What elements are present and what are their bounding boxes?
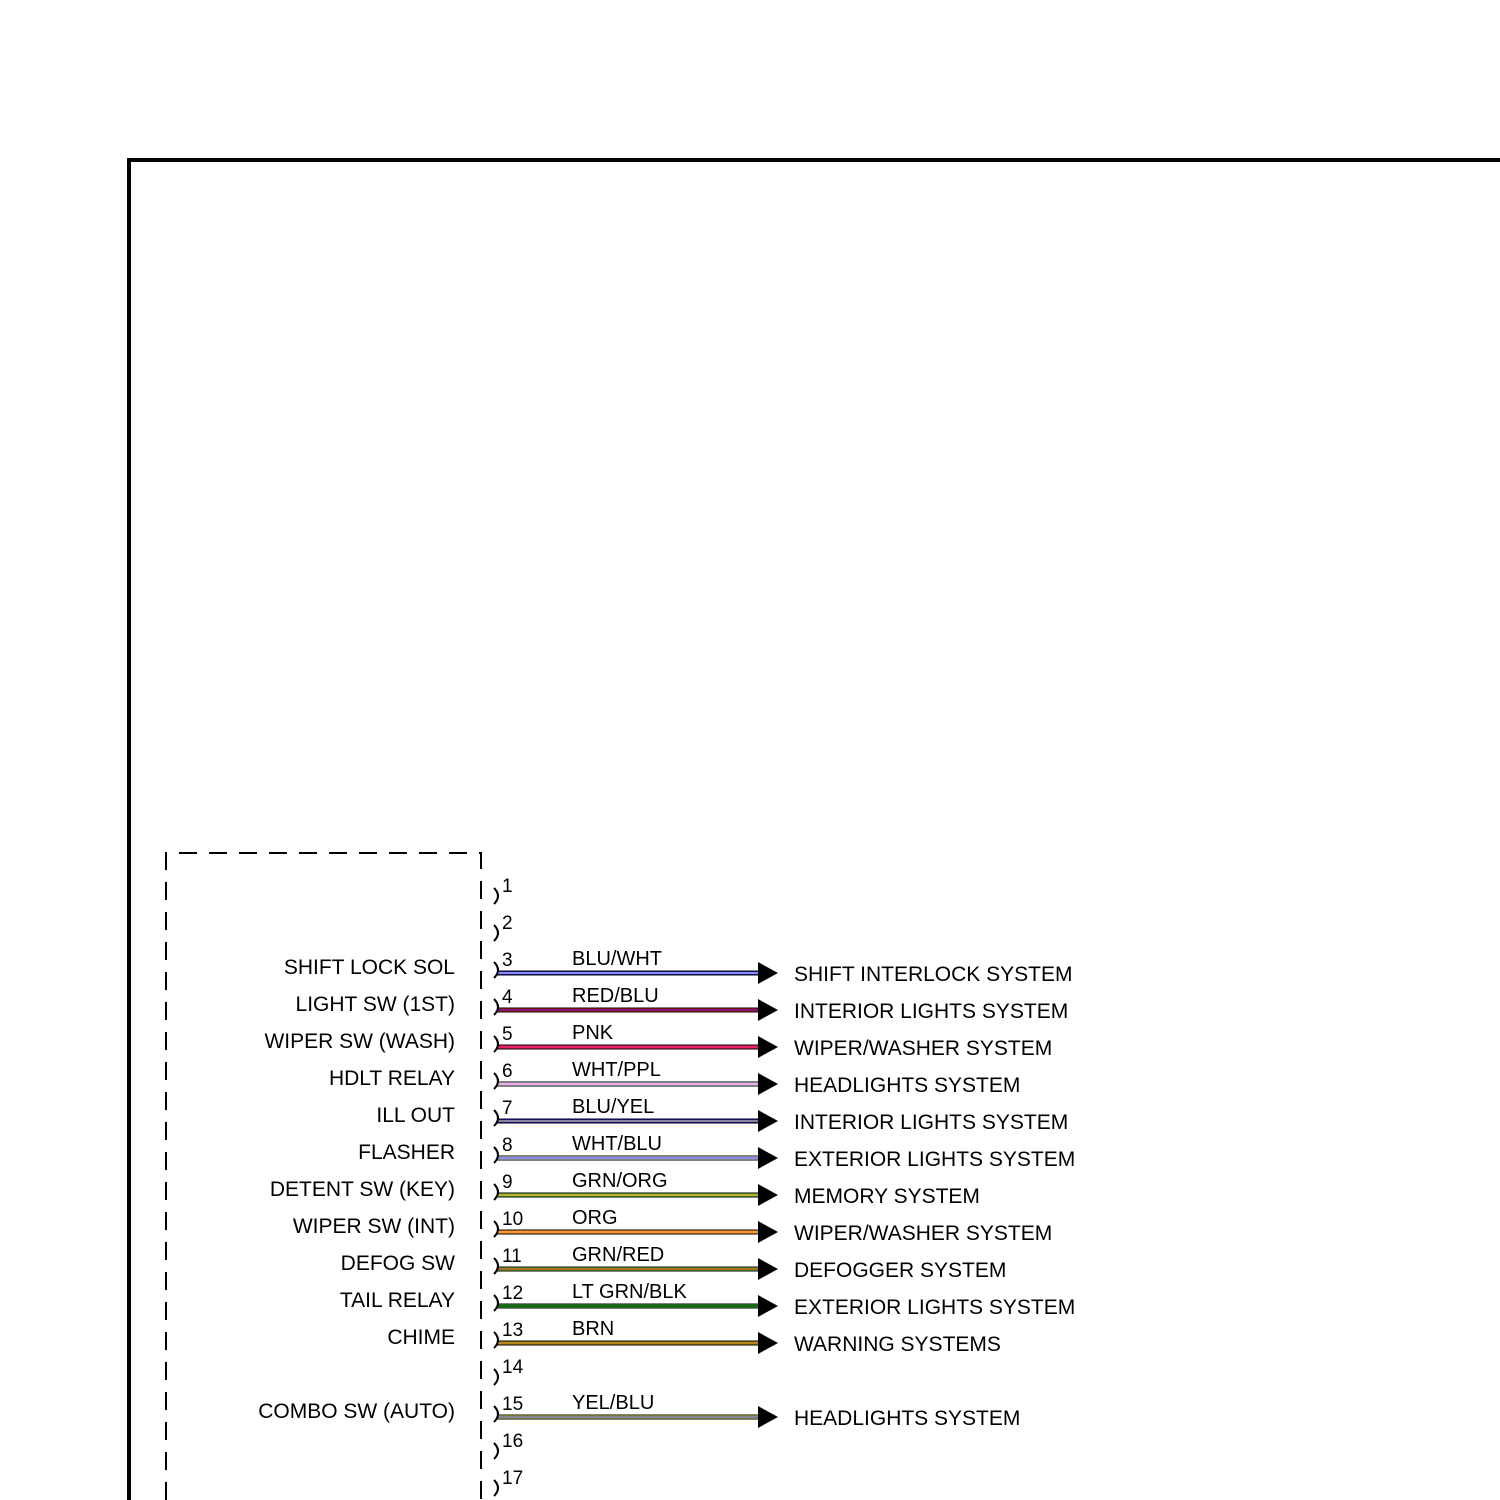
pin-function-label: TAIL RELAY <box>339 1289 455 1312</box>
pin-number: 15 <box>502 1394 524 1415</box>
pin-function-label: FLASHER <box>358 1141 455 1164</box>
wire-color-label: ORG <box>572 1207 618 1229</box>
destination-system-label: SHIFT INTERLOCK SYSTEM <box>794 963 1073 986</box>
pin-function-label: HDLT RELAY <box>328 1067 455 1090</box>
destination-system-label: EXTERIOR LIGHTS SYSTEM <box>794 1148 1076 1171</box>
pin-function-label: WIPER SW (INT) <box>292 1215 455 1238</box>
pin-number: 3 <box>502 950 513 971</box>
wire-color-label: PNK <box>572 1022 614 1044</box>
destination-system-label: WARNING SYSTEMS <box>794 1333 1001 1356</box>
pin-number: 4 <box>502 987 513 1008</box>
destination-system-label: HEADLIGHTS SYSTEM <box>794 1407 1021 1430</box>
pin-function-label: ILL OUT <box>376 1104 455 1127</box>
wire-color-label: BLU/WHT <box>572 948 662 970</box>
destination-system-label: EXTERIOR LIGHTS SYSTEM <box>794 1296 1076 1319</box>
pin-number: 12 <box>502 1283 524 1304</box>
pin-number: 8 <box>502 1135 513 1156</box>
wire-color-label: BRN <box>572 1318 615 1340</box>
wire-color-label: BLU/YEL <box>572 1096 655 1118</box>
pin-number: 6 <box>502 1061 513 1082</box>
pin-number: 9 <box>502 1172 513 1193</box>
pin-number: 1 <box>502 876 513 897</box>
destination-system-label: WIPER/WASHER SYSTEM <box>794 1222 1053 1245</box>
wire-color-label: WHT/PPL <box>572 1059 661 1081</box>
wire-color-label: RED/BLU <box>572 985 659 1007</box>
destination-system-label: INTERIOR LIGHTS SYSTEM <box>794 1111 1069 1134</box>
wire-color-label: YEL/BLU <box>572 1392 655 1414</box>
pin-function-label: SHIFT LOCK SOL <box>283 956 455 979</box>
pin-number: 14 <box>502 1357 524 1378</box>
pin-function-label: WIPER SW (WASH) <box>264 1030 455 1053</box>
destination-system-label: HEADLIGHTS SYSTEM <box>794 1074 1021 1097</box>
pin-function-label: DETENT SW (KEY) <box>269 1178 455 1201</box>
wire-color-label: LT GRN/BLK <box>572 1281 687 1303</box>
pin-number: 7 <box>502 1098 513 1119</box>
destination-system-label: WIPER/WASHER SYSTEM <box>794 1037 1053 1060</box>
pin-number: 10 <box>502 1209 524 1230</box>
pin-function-label: COMBO SW (AUTO) <box>258 1400 455 1423</box>
destination-system-label: DEFOGGER SYSTEM <box>794 1259 1007 1282</box>
pin-number: 5 <box>502 1024 513 1045</box>
pin-number: 11 <box>502 1246 522 1267</box>
wire-color-label: WHT/BLU <box>572 1133 662 1155</box>
wire-color-label: GRN/ORG <box>572 1170 668 1192</box>
destination-system-label: INTERIOR LIGHTS SYSTEM <box>794 1000 1069 1023</box>
pin-number: 2 <box>502 913 513 934</box>
destination-system-label: MEMORY SYSTEM <box>794 1185 980 1208</box>
pin-function-label: DEFOG SW <box>340 1252 455 1275</box>
pin-function-label: CHIME <box>387 1326 455 1349</box>
pin-function-label: LIGHT SW (1ST) <box>295 993 455 1016</box>
pin-number: 16 <box>502 1431 524 1452</box>
wire-color-label: GRN/RED <box>572 1244 665 1266</box>
pin-number: 13 <box>502 1320 524 1341</box>
pin-number: 17 <box>502 1468 524 1489</box>
